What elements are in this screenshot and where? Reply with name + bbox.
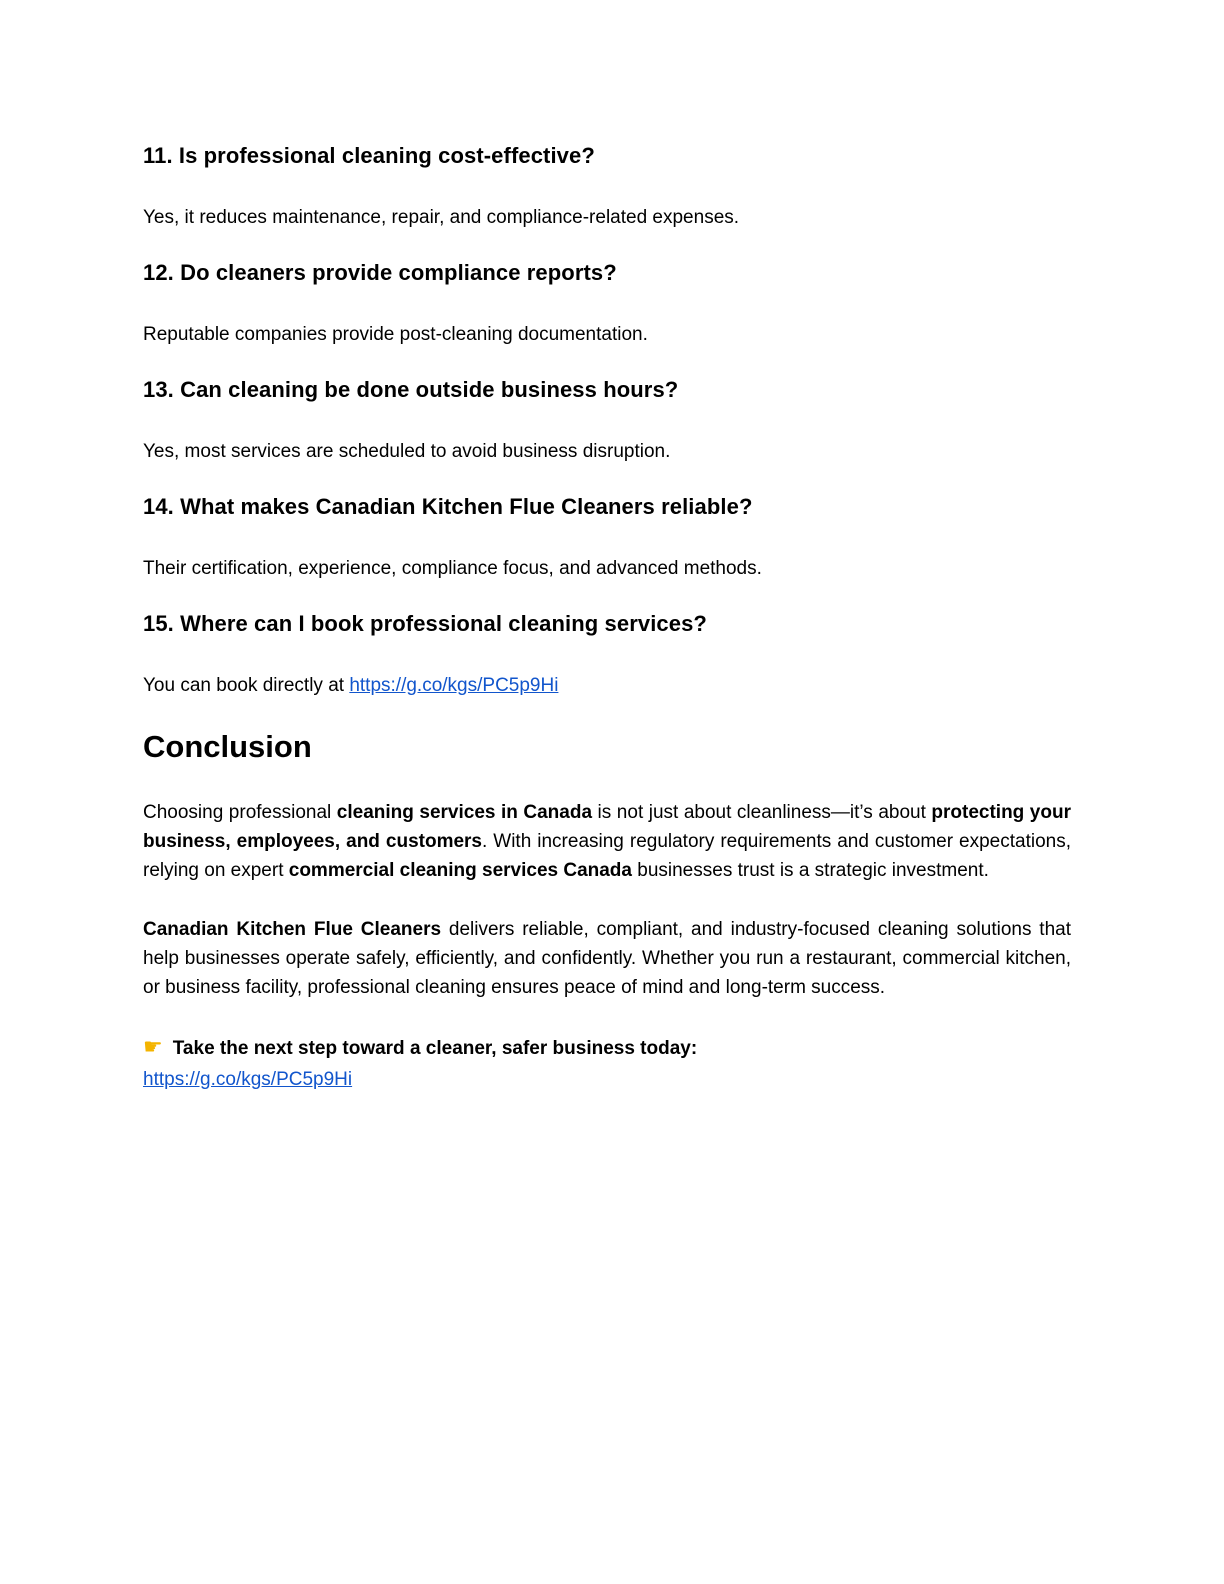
- bold-text-span: commercial cleaning services Canada: [288, 860, 632, 881]
- faq-item: [143, 143, 1071, 232]
- bold-text-span: protecting your business, employees, and customers: [143, 802, 1071, 852]
- conclusion-paragraph: [143, 915, 1071, 1002]
- text-span: Choosing professional: [143, 802, 337, 823]
- faq-item: [143, 377, 1071, 466]
- bold-text-span: cleaning services in Canada: [336, 802, 593, 823]
- text-span: Yes, most services are scheduled to avoid business disruption.: [143, 441, 671, 462]
- faq-answer: [143, 554, 1071, 583]
- text-span: Reputable companies provide post-cleaning documentation.: [143, 324, 648, 345]
- faq-question: 11. Is professional cleaning cost-effective?: [143, 143, 595, 168]
- text-span: You can book directly at: [143, 675, 350, 696]
- text-span: is not just about cleanliness—it’s about: [592, 802, 932, 823]
- text-span: Their certification, experience, compliance focus, and advanced methods.: [143, 558, 762, 579]
- text-span: . With increasing regulatory requirements and customer expectations, relying on expert: [143, 831, 1071, 881]
- booking-link[interactable]: https://g.co/kgs/PC5p9Hi: [143, 1069, 353, 1090]
- faq-answer: [143, 671, 1071, 700]
- bold-text-span: Canadian Kitchen Flue Cleaners: [143, 919, 442, 940]
- faq-question: 15. Where can I book professional cleaning services?: [143, 611, 707, 636]
- faq-question: 13. Can cleaning be done outside business hours?: [143, 377, 679, 402]
- faq-answer: [143, 437, 1071, 466]
- text-span: Yes, it reduces maintenance, repair, and compliance-related expenses.: [143, 207, 740, 228]
- faq-question: 14. What makes Canadian Kitchen Flue Cleaners reliable?: [143, 494, 753, 519]
- faq-item: [143, 260, 1071, 349]
- cta-text: Take the next step toward a cleaner, safer business today:: [172, 1038, 698, 1059]
- faq-item: [143, 611, 1071, 700]
- pointing-right-hand-emoji: [143, 1032, 163, 1063]
- faq-section: [143, 143, 1071, 700]
- cta-link-line: [143, 1065, 1071, 1094]
- text-span: businesses trust is a strategic investment.: [631, 860, 989, 881]
- conclusion-heading: Conclusion: [143, 729, 312, 764]
- conclusion-section: [143, 728, 1071, 1094]
- inline-link[interactable]: https://g.co/kgs/PC5p9Hi: [349, 675, 559, 696]
- faq-answer: [143, 203, 1071, 232]
- faq-question: 12. Do cleaners provide compliance reports?: [143, 260, 617, 285]
- faq-item: [143, 494, 1071, 583]
- faq-answer: [143, 320, 1071, 349]
- conclusion-paragraph: [143, 798, 1071, 885]
- cta-line: [143, 1032, 1071, 1063]
- text-span: delivers reliable, compliant, and industry-focused cleaning solutions that help businesses operate safely, efficiently, and confidently. Whether you run a restaurant, commercial kitchen, or business facility, professional cleaning ensures peace of mind and long-term success.: [143, 919, 1071, 998]
